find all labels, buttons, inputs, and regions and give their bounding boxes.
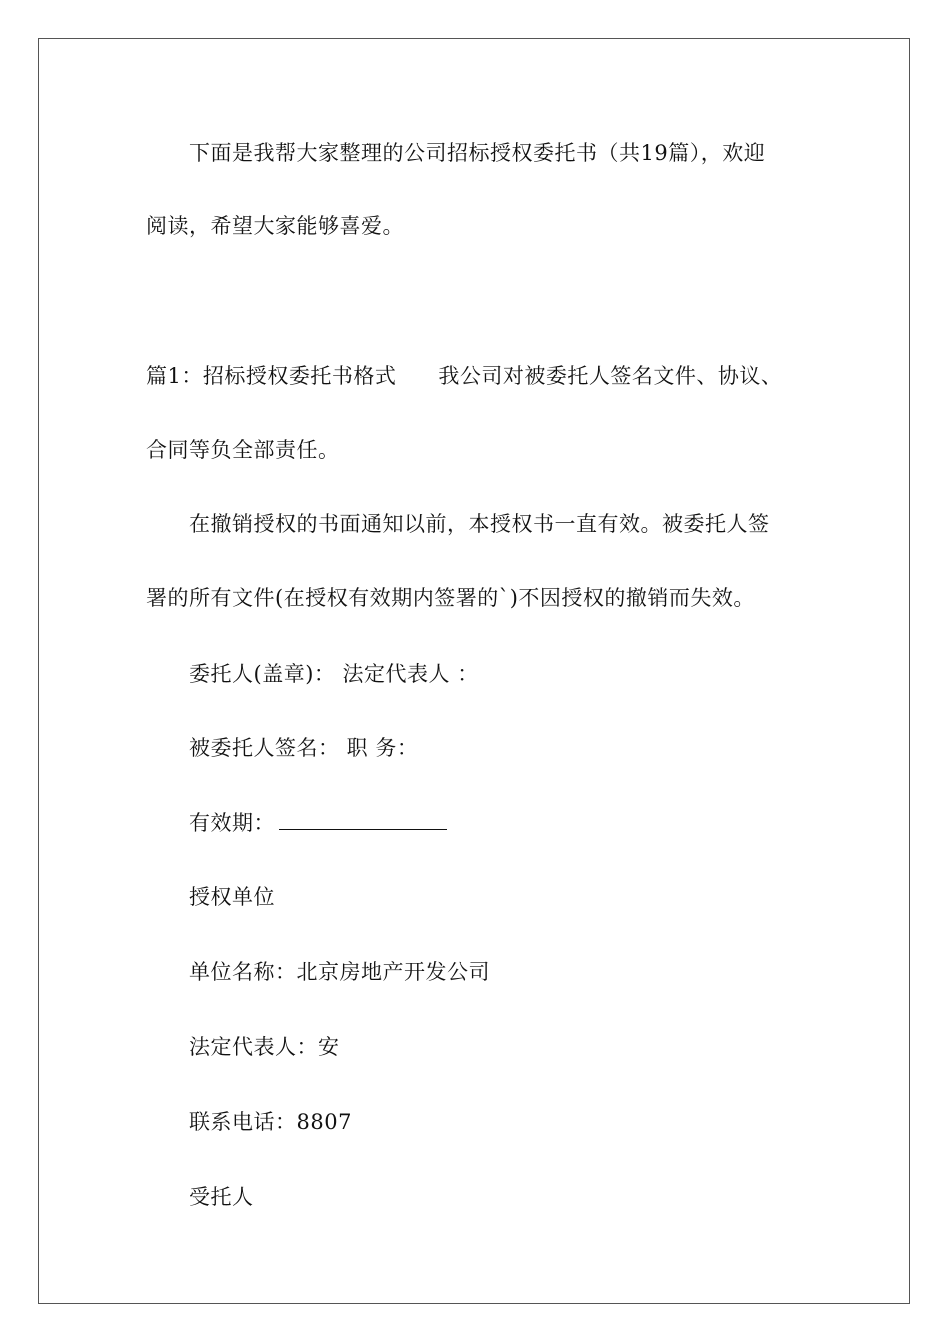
legal-representative-line: 法定代表人：安 — [189, 1035, 340, 1059]
agent-signature-line: 被委托人签名： 职 务： — [189, 736, 419, 760]
section-1-heading-line — [146, 361, 782, 391]
intro-paragraph-line-1: 下面是我帮大家整理的公司招标授权委托书（共19篇），欢迎 — [189, 141, 766, 165]
validity-label: 有效期： — [189, 811, 275, 835]
revocation-paragraph-line-1: 在撤销授权的书面通知以前，本授权书一直有效。被委托人签 — [189, 512, 770, 536]
principal-seal-line: 委托人(盖章)： 法定代表人 ： — [189, 662, 479, 686]
section-1-text-continued: 合同等负全部责任。 — [146, 438, 340, 462]
validity-line — [189, 808, 447, 838]
validity-blank — [279, 809, 447, 830]
intro-paragraph-line-2: 阅读，希望大家能够喜爱。 — [146, 214, 404, 238]
section-1-title: 篇1：招标授权委托书格式 — [146, 364, 397, 388]
revocation-paragraph-line-2: 署的所有文件(在授权有效期内签署的`)不因授权的撤销而失效。 — [146, 586, 755, 610]
phone-line: 联系电话：8807 — [189, 1110, 352, 1134]
section-1-text: 我公司对被委托人签名文件、协议、 — [438, 364, 783, 388]
grantor-heading: 授权单位 — [189, 885, 275, 909]
unit-name-line: 单位名称：北京房地产开发公司 — [189, 960, 490, 984]
trustee-heading: 受托人 — [189, 1185, 254, 1209]
